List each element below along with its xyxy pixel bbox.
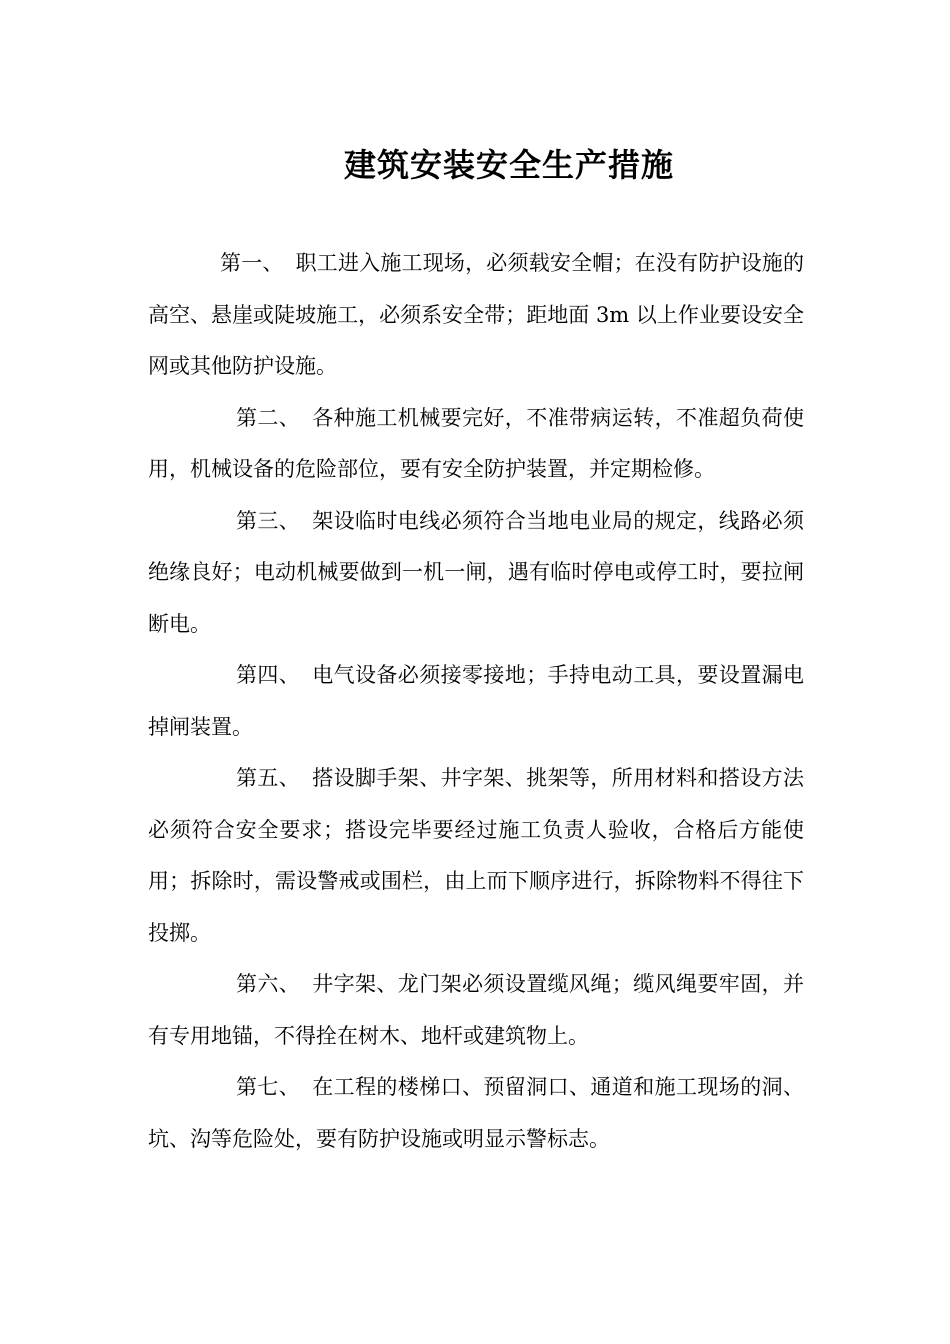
clause-label: 第六、 bbox=[236, 972, 301, 996]
clause-6 bbox=[148, 959, 804, 1062]
clause-text: 搭设脚手架、井字架、挑架等，所用材料和搭设方法必须符合安全要求；搭设完毕要经过施工负责人验收，合格后方能使用；拆除时，需设警戒或围栏，由上而下顺序进行，拆除物料不得往下投掷。 bbox=[148, 766, 805, 945]
clause-5 bbox=[148, 753, 804, 959]
clause-text: 职工进入施工现场，必须载安全帽；在没有防护设施的高空、悬崖或陡坡施工，必须系安全带；距地面 3m 以上作业要设安全网或其他防护设施。 bbox=[148, 251, 804, 378]
clause-label: 第五、 bbox=[236, 766, 301, 790]
document-title: 建筑安装安全生产措施 bbox=[343, 146, 674, 185]
clause-label: 第二、 bbox=[236, 405, 301, 430]
clause-text: 架设临时电线必须符合当地电业局的规定，线路必须绝缘良好；电动机械要做到一机一闸，遇有临时停电或停工时，要拉闸断电。 bbox=[148, 508, 805, 636]
clause-3 bbox=[148, 496, 804, 651]
clause-2 bbox=[148, 393, 804, 496]
clause-label: 第一、 bbox=[220, 251, 284, 275]
clause-1 bbox=[148, 238, 804, 393]
clause-text: 电气设备必须接零接地；手持电动工具，要设置漏电掉闸装置。 bbox=[148, 663, 805, 739]
clause-label: 第三、 bbox=[236, 508, 301, 533]
clause-text: 在工程的楼梯口、预留洞口、通道和施工现场的洞、坑、沟等危险处，要有防护设施或明显示警标志。 bbox=[148, 1075, 805, 1151]
document-body bbox=[148, 238, 804, 1165]
clause-label: 第七、 bbox=[236, 1075, 301, 1099]
clause-4 bbox=[148, 650, 804, 753]
clause-text: 井字架、龙门架必须设置缆风绳；缆风绳要牢固，并有专用地锚，不得拴在树木、地杆或建筑物上。 bbox=[148, 972, 805, 1048]
clause-text: 各种施工机械要完好，不准带病运转，不准超负荷使用，机械设备的危险部位，要有安全防护装置，并定期检修。 bbox=[148, 405, 805, 481]
clause-7 bbox=[148, 1062, 804, 1165]
clause-label: 第四、 bbox=[236, 663, 301, 687]
